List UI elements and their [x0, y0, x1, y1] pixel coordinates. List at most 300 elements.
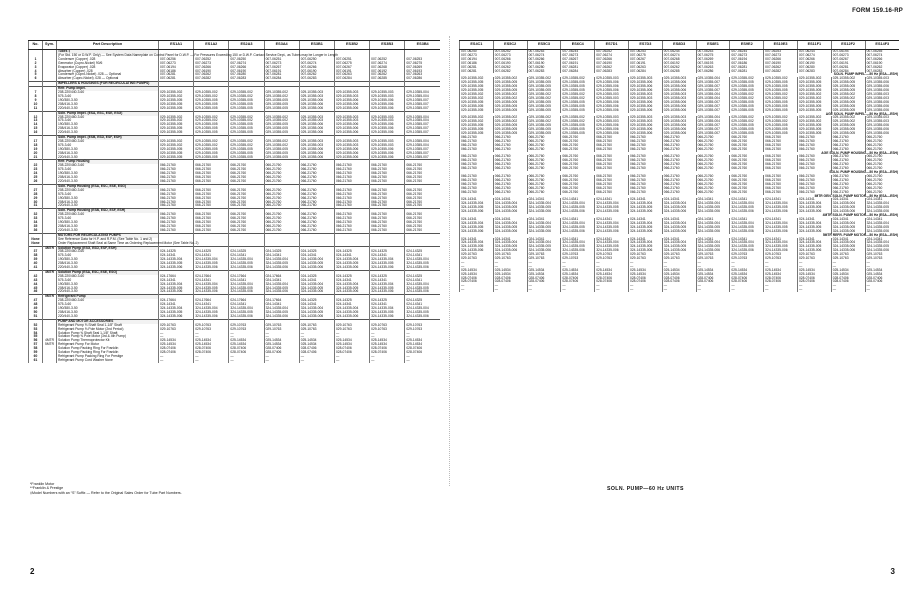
item-number: 14 [29, 123, 43, 127]
part-number-cell: 007-06267 [264, 66, 299, 70]
part-number-cell: 029-10355-006 [628, 105, 662, 109]
part-number-cell: 029-10763 [797, 257, 831, 261]
sub-banner: AGE SOLN. PUMP HOUSING—50 Hz (ESA—ESH) [460, 152, 900, 156]
part-number-cell: 324-14335-005 [334, 311, 369, 315]
part-number-cell: 028-07406 [194, 351, 229, 355]
part-number-cell: 007-06190 [865, 62, 899, 66]
part-number-cell: 029-10355-002 [159, 116, 194, 120]
part-number-cell: 029-10355-006 [334, 99, 369, 103]
item-number: 37 [29, 250, 43, 254]
part-number-cell: 007-06275 [696, 54, 730, 58]
part-number-cell: 066-21760 [460, 175, 494, 179]
part-number-cell: 029-10355-002 [561, 116, 595, 120]
part-number-cell: 324-14335-006 [662, 210, 696, 214]
part-number-cell: 324-14335-005 [493, 245, 527, 249]
part-number-cell: 324-14335-005 [229, 311, 264, 315]
part-number-cell: 029-10355-005 [831, 105, 865, 109]
part-number-cell: 029-10355-006 [865, 124, 899, 128]
part-number-cell: 025-14534 [194, 343, 229, 347]
part-number-cell: 066-21760 [561, 167, 595, 171]
part-number-cell: 324-14335-006 [764, 230, 798, 234]
part-number-cell: 324-14335-006 [865, 249, 899, 253]
part-number-cell: 029-10355-002 [831, 97, 865, 101]
part-number-cell: 029-10355-005 [730, 101, 764, 105]
part-number-cell: 066-21760 [264, 176, 299, 180]
part-number-cell: 066-21760 [595, 183, 629, 187]
part-description: 220/440-3-50 [57, 266, 159, 270]
model-header-es1a2: ES1A2 [194, 41, 229, 50]
part-number-cell: 324-14335-006 [865, 230, 899, 234]
part-description: 190/380-3-50 [57, 307, 159, 311]
part-number-cell: 324-14335-005 [527, 206, 561, 210]
item-number: 51 [29, 315, 43, 319]
part-number-cell: 066-21760 [493, 163, 527, 167]
part-number-cell: 066-21760 [159, 197, 194, 201]
part-number-cell: 028-07406 [460, 280, 494, 284]
part-number-cell: 029-10355-005 [764, 81, 798, 85]
part-number-cell: 024-14341 [493, 238, 527, 242]
part-number-cell: 066-21760 [229, 221, 264, 225]
part-number-cell: 066-21760 [696, 144, 730, 148]
part-description: 220/440-3-50 [57, 204, 159, 208]
part-number-cell: 029-10355-005 [264, 148, 299, 152]
part-number-cell: 066-21760 [696, 175, 730, 179]
part-number-cell: 066-21760 [696, 167, 730, 171]
part-number-cell: 324-14335-006 [797, 230, 831, 234]
part-description: 220/440-3-50 [57, 229, 159, 233]
part-number-cell: 029-10355-005 [194, 107, 229, 111]
part-number-cell: 029-10355-006 [628, 85, 662, 89]
part-number-cell: 029-10355-007 [405, 156, 440, 160]
part-number-cell: 324-14335-006 [797, 210, 831, 214]
part-number-cell: 324-14335-005 [696, 226, 730, 230]
part-description: 190/380-3-50 [57, 258, 159, 262]
model-header-es2a3: ES2A3 [229, 41, 264, 50]
part-number-cell: 066-21760 [831, 179, 865, 183]
part-number-cell: 007-06263 [405, 73, 440, 77]
part-number-cell: 066-21760 [159, 172, 194, 176]
part-number-cell: 066-21760 [460, 183, 494, 187]
part-number-cell: 007-06285 [370, 77, 405, 81]
part-number-cell: 028-07406 [628, 277, 662, 281]
part-number-cell: 324-14335-005 [662, 206, 696, 210]
part-number-cell: 324-14335-006 [696, 230, 730, 234]
part-number-cell: 066-21760 [493, 167, 527, 171]
part-number-cell: 324-14335-004 [370, 307, 405, 311]
part-number-cell: 324-14335-005 [370, 287, 405, 291]
part-number-cell: 024-14341 [527, 198, 561, 202]
part-number-cell: 007-06280 [797, 66, 831, 70]
part-number-cell: 029-10763 [493, 253, 527, 257]
part-number-cell: 025-14534 [764, 269, 798, 273]
part-number-cell: 029-10355-002 [797, 93, 831, 97]
part-number-cell: 028-07406 [662, 277, 696, 281]
part-number-cell: 029-10355-006 [334, 123, 369, 127]
part-number-cell: 066-21760 [696, 183, 730, 187]
part-number-cell: 024-14341 [831, 238, 865, 242]
part-number-cell: 324-14335-004 [194, 258, 229, 262]
part-number-cell: 066-21760 [527, 187, 561, 191]
part-number-cell: 029-10355-002 [561, 97, 595, 101]
col-sym-header: Sym. [43, 41, 57, 50]
sub-banner: SOLN. PUMP IMPEL.—50 Hz (ESA—ESH) [460, 73, 900, 77]
part-number-cell: 007-06193 [696, 62, 730, 66]
part-number-cell: 066-21760 [159, 176, 194, 180]
part-description: Condenser (Cupro-Nickel) .028 — Optional [57, 73, 159, 77]
part-number-cell: 066-21760 [299, 225, 334, 229]
part-number-cell: 025-14534 [299, 339, 334, 343]
part-number-cell: 007-06274 [865, 54, 899, 58]
part-number-cell: — [764, 288, 798, 292]
model-header-es3b1: ES3B1 [299, 41, 334, 50]
part-description: PUMP AND MOTOR ACCESSORIES [57, 319, 159, 323]
item-number: 23 [29, 168, 43, 172]
part-number-cell: 028-07406 [730, 280, 764, 284]
sub-banner: AGE SOLN. PUMP IMPEL.—50 Hz (ESA—ESH) [460, 113, 900, 117]
part-number-cell: 066-21760 [595, 148, 629, 152]
part-number-cell: 029-10355-005 [561, 124, 595, 128]
left-parts-table [28, 40, 440, 363]
part-number-cell: 029-10355-002 [527, 97, 561, 101]
part-number-cell: 066-21760 [194, 176, 229, 180]
part-number-cell: 324-14335-004 [493, 202, 527, 206]
page-gutter [449, 36, 450, 486]
part-number-cell: 029-10355-002 [764, 120, 798, 124]
part-number-cell: 029-10355-002 [797, 116, 831, 120]
part-number-cell: 066-21760 [595, 167, 629, 171]
part-number-cell: 029-10355-006 [299, 131, 334, 135]
part-number-cell: 066-21760 [493, 183, 527, 187]
part-number-cell: 025-14534 [493, 269, 527, 273]
part-number-cell: 029-10355-004 [405, 116, 440, 120]
part-number-cell: 066-21760 [696, 155, 730, 159]
part-number-cell: 066-21760 [527, 167, 561, 171]
part-number-cell: 029-10355-005 [460, 105, 494, 109]
part-number-cell: 066-21760 [405, 189, 440, 193]
part-description: 220/440-3-50 [57, 107, 159, 111]
part-number-cell: 029-10355-003 [370, 116, 405, 120]
part-number-cell: 024-14341 [299, 254, 334, 258]
part-description: 208-220/460-3-60 [57, 164, 159, 168]
part-number-cell: 066-21760 [299, 164, 334, 168]
part-number-cell: 007-06191 [561, 62, 595, 66]
part-number-cell: 324-14335-004 [831, 222, 865, 226]
part-number-cell: 066-21760 [662, 187, 696, 191]
part-number-cell: 066-21760 [595, 187, 629, 191]
part-number-cell: 066-21760 [730, 175, 764, 179]
part-number-cell: 066-21760 [405, 168, 440, 172]
part-number-cell: 066-21760 [595, 140, 629, 144]
part-description: Soln. Pump Impel. (ESB, ESD, ESF, ESH) [57, 136, 159, 140]
part-number-cell: 007-06190 [527, 62, 561, 66]
part-number-cell: 024-14341 [797, 238, 831, 242]
part-number-cell: 025-14534 [831, 273, 865, 277]
part-number-cell: 007-06284 [561, 70, 595, 74]
part-number-cell: 066-21760 [764, 167, 798, 171]
part-number-cell: 029-10355-002 [493, 77, 527, 81]
part-number-cell: 029-10355-006 [628, 132, 662, 136]
part-number-cell: 066-21760 [493, 148, 527, 152]
part-number-cell: 324-14335-004 [764, 241, 798, 245]
part-number-cell: 028-07406 [527, 277, 561, 281]
part-number-cell: — [299, 355, 334, 359]
part-number-cell: 029-10763 [370, 324, 405, 328]
part-number-cell: 029-10355-003 [299, 144, 334, 148]
part-number-cell: 066-21760 [334, 204, 369, 208]
part-number-cell: 029-10763 [405, 328, 440, 332]
part-number-cell: 025-14534 [527, 273, 561, 277]
part-number-cell: 025-14534 [159, 339, 194, 343]
part-number-cell: 066-21760 [370, 172, 405, 176]
part-number-cell: 028-07406 [159, 347, 194, 351]
part-number-cell: 066-21760 [662, 155, 696, 159]
part-number-cell: 066-21760 [299, 172, 334, 176]
part-number-cell: 324-14335-005 [334, 287, 369, 291]
footnote-franklin-prestige: **Franklin & Prestige [30, 486, 64, 491]
part-number-cell: 024-14325 [405, 275, 440, 279]
part-number-cell: 066-21760 [628, 144, 662, 148]
part-description: 190/380-3-50 [57, 221, 159, 225]
part-number-cell: 324-14335-004 [696, 222, 730, 226]
part-number-cell: — [159, 332, 194, 336]
part-number-cell: 324-14335-004 [865, 222, 899, 226]
part-number-cell: 029-10355-006 [662, 128, 696, 132]
part-number-cell: 066-21760 [662, 163, 696, 167]
item-number: None [29, 238, 43, 242]
part-number-cell: 066-21760 [730, 140, 764, 144]
part-number-cell: 324-14335-006 [561, 249, 595, 253]
part-number-cell: 007-06283 [229, 77, 264, 81]
part-description: 220/440-3-50 [57, 290, 159, 294]
part-number-cell: 324-14335-005 [662, 226, 696, 230]
part-number-cell: 324-14335-005 [865, 226, 899, 230]
part-description: 575-3-60 [57, 144, 159, 148]
part-number-cell: 066-21760 [229, 189, 264, 193]
item-number: 1 [29, 58, 43, 62]
part-number-cell: 066-21760 [194, 172, 229, 176]
part-number-cell: 324-14335-006 [561, 230, 595, 234]
part-number-cell: 066-21760 [628, 136, 662, 140]
part-number-cell: 066-21760 [696, 179, 730, 183]
part-number-cell: 025-14534 [865, 269, 899, 273]
part-number-cell: 007-06263 [628, 66, 662, 70]
part-number-cell: — [527, 288, 561, 292]
part-number-cell: 029-10355-005 [527, 128, 561, 132]
part-number-cell: 029-10355-005 [831, 89, 865, 93]
part-number-cell: 029-10355-003 [628, 120, 662, 124]
part-number-cell: 029-10355-005 [831, 81, 865, 85]
part-number-cell: — [730, 284, 764, 288]
parts-table-right-page [459, 40, 899, 480]
part-number-cell: 025-14534 [797, 269, 831, 273]
part-number-cell: 029-10355-005 [194, 99, 229, 103]
part-number-cell: 007-06244 [730, 50, 764, 54]
part-number-cell: 025-14534 [628, 273, 662, 277]
part-number-cell: 028-07406 [334, 351, 369, 355]
part-number-cell: 029-10355-007 [696, 81, 730, 85]
part-description: 208-220/460-3-60 [57, 140, 159, 144]
part-number-cell: 066-21760 [831, 187, 865, 191]
part-number-cell: 029-10355-006 [299, 156, 334, 160]
part-number-cell: 028-07406 [797, 280, 831, 284]
item-number: 8 [29, 95, 43, 99]
part-number-cell: — [797, 284, 831, 288]
form-number: FORM 159.16-RP [852, 8, 903, 14]
part-number-cell: 029-10763 [628, 257, 662, 261]
part-number-cell: — [299, 332, 334, 336]
part-description: 208-220/460-3-60 [57, 189, 159, 193]
part-number-cell: 028-07406 [595, 277, 629, 281]
item-number: 31 [29, 204, 43, 208]
part-number-cell: 025-14534 [194, 339, 229, 343]
part-number-cell: 029-10763 [460, 253, 494, 257]
part-number-cell: 029-10355-005 [797, 81, 831, 85]
part-number-cell: 029-10355-006 [628, 109, 662, 113]
part-number-cell: 029-10355-005 [764, 89, 798, 93]
part-description: Order Replacement Shaft Seal at Same Time as Ordering Replacement Motor (See Table No. 2) [58, 240, 199, 245]
part-number-cell: 025-14534 [229, 339, 264, 343]
part-number-cell: 066-21760 [865, 148, 899, 152]
part-number-cell: 066-21760 [159, 189, 194, 193]
part-number-cell: 029-10355-006 [628, 101, 662, 105]
part-number-cell: 066-21760 [595, 179, 629, 183]
part-number-cell: — [764, 265, 798, 269]
part-number-cell: 024-17664 [159, 275, 194, 279]
part-number-cell: 066-21760 [764, 163, 798, 167]
part-number-cell: 324-14335-004 [229, 283, 264, 287]
item-symbol: 4MTR [43, 339, 57, 343]
part-number-cell: 066-21760 [299, 217, 334, 221]
part-number-cell: 066-21760 [527, 136, 561, 140]
part-number-cell: — [628, 284, 662, 288]
part-number-cell: 066-21760 [229, 229, 264, 233]
part-number-cell: 007-06190 [229, 70, 264, 74]
part-number-cell: 029-10355-005 [229, 127, 264, 131]
part-number-cell: 007-06266 [527, 58, 561, 62]
part-number-cell: — [764, 284, 798, 288]
part-number-cell: 024-14341 [831, 198, 865, 202]
part-number-cell: 029-10355-003 [370, 144, 405, 148]
item-number: 19 [29, 148, 43, 152]
part-number-cell: 066-21760 [370, 201, 405, 205]
part-number-cell: 028-07406 [264, 347, 299, 351]
part-number-cell: 007-06251 [264, 58, 299, 62]
part-number-cell: 029-10355-006 [662, 109, 696, 113]
part-number-cell: 007-06281 [264, 73, 299, 77]
part-number-cell: 324-14335-005 [797, 206, 831, 210]
part-number-cell: 025-14534 [264, 343, 299, 347]
part-number-cell: 324-14335-005 [264, 287, 299, 291]
part-number-cell: 029-10355-006 [334, 103, 369, 107]
part-number-cell: 029-10763 [299, 328, 334, 332]
part-number-cell: — [662, 265, 696, 269]
part-number-cell: 029-10355-002 [730, 116, 764, 120]
part-number-cell: 024-17664 [264, 275, 299, 279]
part-number-cell: 007-06269 [696, 58, 730, 62]
part-number-cell: 029-10355-004 [696, 120, 730, 124]
part-number-cell: 066-21760 [662, 144, 696, 148]
part-number-cell: 029-10763 [764, 257, 798, 261]
part-number-cell: 029-10355-005 [561, 101, 595, 105]
part-number-cell: 066-21760 [865, 167, 899, 171]
part-description: Solution Pump ⅝ Shaft Seal 1-1/8" Shaft [57, 332, 159, 336]
part-number-cell: 029-10355-005 [730, 132, 764, 136]
part-number-cell: 066-21760 [797, 148, 831, 152]
part-number-cell: 007-06262 [662, 66, 696, 70]
part-number-cell: 324-14335-005 [561, 206, 595, 210]
part-number-cell: 029-10355-005 [764, 109, 798, 113]
part-number-cell: 007-06194 [460, 58, 494, 62]
table-row [29, 359, 441, 363]
part-number-cell: 029-10355-002 [797, 77, 831, 81]
part-number-cell: 066-21760 [229, 225, 264, 229]
part-number-cell: 028-07406 [764, 277, 798, 281]
part-number-cell: 024-14341 [229, 279, 264, 283]
part-number-cell: 024-14341 [460, 198, 494, 202]
part-number-cell: 029-10355-005 [730, 81, 764, 85]
part-description: 208-220/460-3-60 [57, 213, 159, 217]
part-number-cell: 324-14335-004 [264, 307, 299, 311]
part-number-cell: 028-07406 [561, 280, 595, 284]
part-number-cell: 066-21760 [696, 159, 730, 163]
part-number-cell: 066-21760 [194, 213, 229, 217]
part-number-cell: 066-21760 [194, 204, 229, 208]
part-number-cell: 029-10355-006 [595, 89, 629, 93]
col-desc-header: Part Description [57, 41, 159, 50]
part-number-cell: 029-10355-005 [264, 152, 299, 156]
part-number-cell: 029-10355-005 [460, 132, 494, 136]
part-description: 208-220/440-3-60 [57, 91, 159, 95]
part-number-cell: 324-14335-005 [460, 206, 494, 210]
part-number-cell: 324-14335-005 [493, 226, 527, 230]
model-header-es9e2: ES9E2 [730, 41, 764, 50]
part-description: Refrigerant Pump Packing Ring For Prestige [57, 355, 159, 359]
part-number-cell: 029-10763 [865, 253, 899, 257]
part-number-cell: 024-14341 [730, 238, 764, 242]
part-number-cell: 029-10355-006 [865, 132, 899, 136]
part-number-cell: 029-10355-005 [460, 85, 494, 89]
part-number-cell: — [831, 265, 865, 269]
part-number-cell: 029-10355-005 [831, 124, 865, 128]
part-number-cell: 066-21760 [764, 187, 798, 191]
part-number-cell: 066-21760 [370, 176, 405, 180]
part-number-cell: 029-10355-007 [405, 103, 440, 107]
item-number: 56 [29, 339, 43, 343]
part-number-cell: 324-14335-006 [628, 210, 662, 214]
part-number-cell: 024-14325 [334, 299, 369, 303]
part-number-cell: 029-10355-003 [865, 93, 899, 97]
part-number-cell: 324-14335-005 [159, 287, 194, 291]
part-number-cell: 024-14341 [595, 218, 629, 222]
part-number-cell: — [865, 261, 899, 265]
part-number-cell: — [527, 284, 561, 288]
part-description: Solution Pump (ESG, ESD, ESF, ESH) [57, 246, 159, 250]
part-number-cell: 324-14335-004 [628, 222, 662, 226]
part-number-cell: 066-21760 [865, 144, 899, 148]
part-number-cell: — [460, 284, 494, 288]
part-number-cell: 007-06281 [831, 66, 865, 70]
item-number: 40 [29, 262, 43, 266]
part-description: 208/416-3-50 [57, 262, 159, 266]
part-number-cell: 007-06281 [460, 70, 494, 74]
part-number-cell: — [194, 335, 229, 339]
part-number-cell: 029-10355-005 [831, 132, 865, 136]
part-number-cell: 066-21760 [334, 172, 369, 176]
part-number-cell: 066-21760 [797, 167, 831, 171]
part-number-cell: — [493, 288, 527, 292]
part-number-cell: 029-10355-006 [865, 81, 899, 85]
part-number-cell: 024-14325 [264, 250, 299, 254]
